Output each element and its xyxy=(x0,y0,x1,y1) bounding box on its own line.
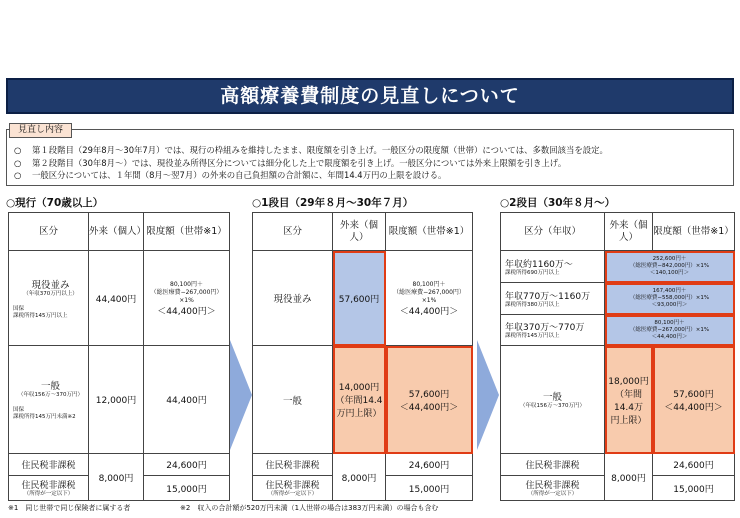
table-row: 住民税非課税 8,000円 24,600円 xyxy=(9,454,230,476)
header-category: 区分 xyxy=(9,213,89,251)
stage2-section-title: ○2段目（30年８月〜） xyxy=(500,197,616,209)
table-row: 住民税非課税 8,000円 24,600円 xyxy=(501,454,735,476)
table-row: 一般 （年収156万〜370万円） 国保 課税所得145万円未満※2 12,000円 44,400円 xyxy=(9,346,230,454)
bullet-3: ○ 一般区分については、１年間（8月〜翌7月）の外来の自己負担額の合計額に、年間14.4万円の上限を設ける。 xyxy=(14,170,447,180)
table-row: 現役並み 57,600円 80,100円＋ （総医療費−267,000円） ×1% ＜44,400円＞ xyxy=(253,251,473,346)
bullet-2: ○ 第２段階目（30年8月〜）では、現役並み所得区分については細分化した上で限度額を引き上げ。一般区分については外来上限額を引き上げ。 xyxy=(14,157,567,168)
arrow-right-icon xyxy=(477,340,499,450)
header-limit: 限度額（世帯※1） xyxy=(144,213,230,251)
table-row: 年収約1160万〜 課税所得690万円以上 252,600円＋ （総医療費−842,000円）×1% ＜140,100円＞ xyxy=(501,251,735,283)
footnote-2: ※2 収入の合計額が520万円未満（1人世帯の場合は383万円未満）の場合も含む xyxy=(180,504,439,512)
arrow-right-icon xyxy=(230,340,252,450)
table-row: 住民税非課税 8,000円 24,600円 xyxy=(253,454,473,476)
current-table xyxy=(8,212,230,501)
table-row: 年収770万〜1160万 課税所得380万円以上 167,400円＋ （総医療費−558,000円）×1% ＜93,000円＞ xyxy=(501,283,735,315)
bullet-1: ○ 第１段階目（29年8月〜30年7月）では、現行の枠組みを維持したまま、限度額を引き上げ。一般区分の限度額（世帯）については、多数回該当を設定。 xyxy=(14,145,608,155)
table-row: 一般 14,000円 （年間14.4 万円上限） 57,600円 ＜44,400円＞ xyxy=(253,346,473,454)
stage1-table: 区分 外来（個人） 限度額（世帯※1） 現役並み 57,600円 80,100円＋ （総医療費−267,000円） ×1% ＜44,400円＞ 一般 14,000円 （年間14.4 万円上限） 57,600円 ＜44,400円＞ 住民税非課税 8,000円 24,600円 住民税非課税 （所得が一定以下） 15,000円 xyxy=(252,212,473,501)
table-row: 年収370万〜770万 課税所得145万円以上 80,100円＋ （総医療費−267,000円）×1% ＜44,400円＞ xyxy=(501,315,735,346)
header-outpatient: 外来（個人） xyxy=(89,213,144,251)
table-row: 一般 （年収156万〜370万円） 18,000円 （年間14.4万 円上限） 57,600円 ＜44,400円＞ xyxy=(501,346,735,454)
stage2-table: 区分（年収） 外来（個人） 限度額（世帯※1） 年収約1160万〜 課税所得690万円以上 252,600円＋ （総医療費−842,000円）×1% ＜140,100円＞ 年収770万〜1160万 課税所得380万円以上 167,400円＋ （総医療費−558,000円）×1% ＜93,000円＞ 年収370万〜770万 課税所得145万円以上 80,100円＋ （総医療費−267,000円）×1% ＜44,400円＞ 一般 （年収156万〜370万円） 18,000円 （年間14.4万 円上限） 57,600円 ＜44,400円＞ 住民税非課税 8,000円 24,600円 住民税非課税 （所得が一定以下） 15,000円 xyxy=(500,212,735,501)
table-row: 住民税非課税 （所得が一定以下） 15,000円 xyxy=(501,476,735,501)
table-row: 住民税非課税 （所得が一定以下） 15,000円 xyxy=(253,476,473,501)
review-label: 見直し内容 xyxy=(9,123,72,138)
review-bullets xyxy=(14,144,608,182)
current-section-title: ○現行（70歳以上） xyxy=(6,197,104,209)
stage1-section-title: ○1段目（29年８月〜30年７月） xyxy=(252,197,414,209)
footnote-1: ※1 同じ世帯で同じ保険者に属する者 xyxy=(8,504,131,512)
table-row: 住民税非課税 （所得が一定以下） 15,000円 xyxy=(9,476,230,501)
table-row: 現役並み （年収370万円以上） 国保 課税所得145万円以上 44,400円 80,100円＋ （総医療費−267,000円） ×1% ＜44,400円＞ xyxy=(9,251,230,346)
page-title: 高額療養費制度の見直しについて xyxy=(6,78,734,114)
row-name: 現役並み xyxy=(31,279,70,291)
